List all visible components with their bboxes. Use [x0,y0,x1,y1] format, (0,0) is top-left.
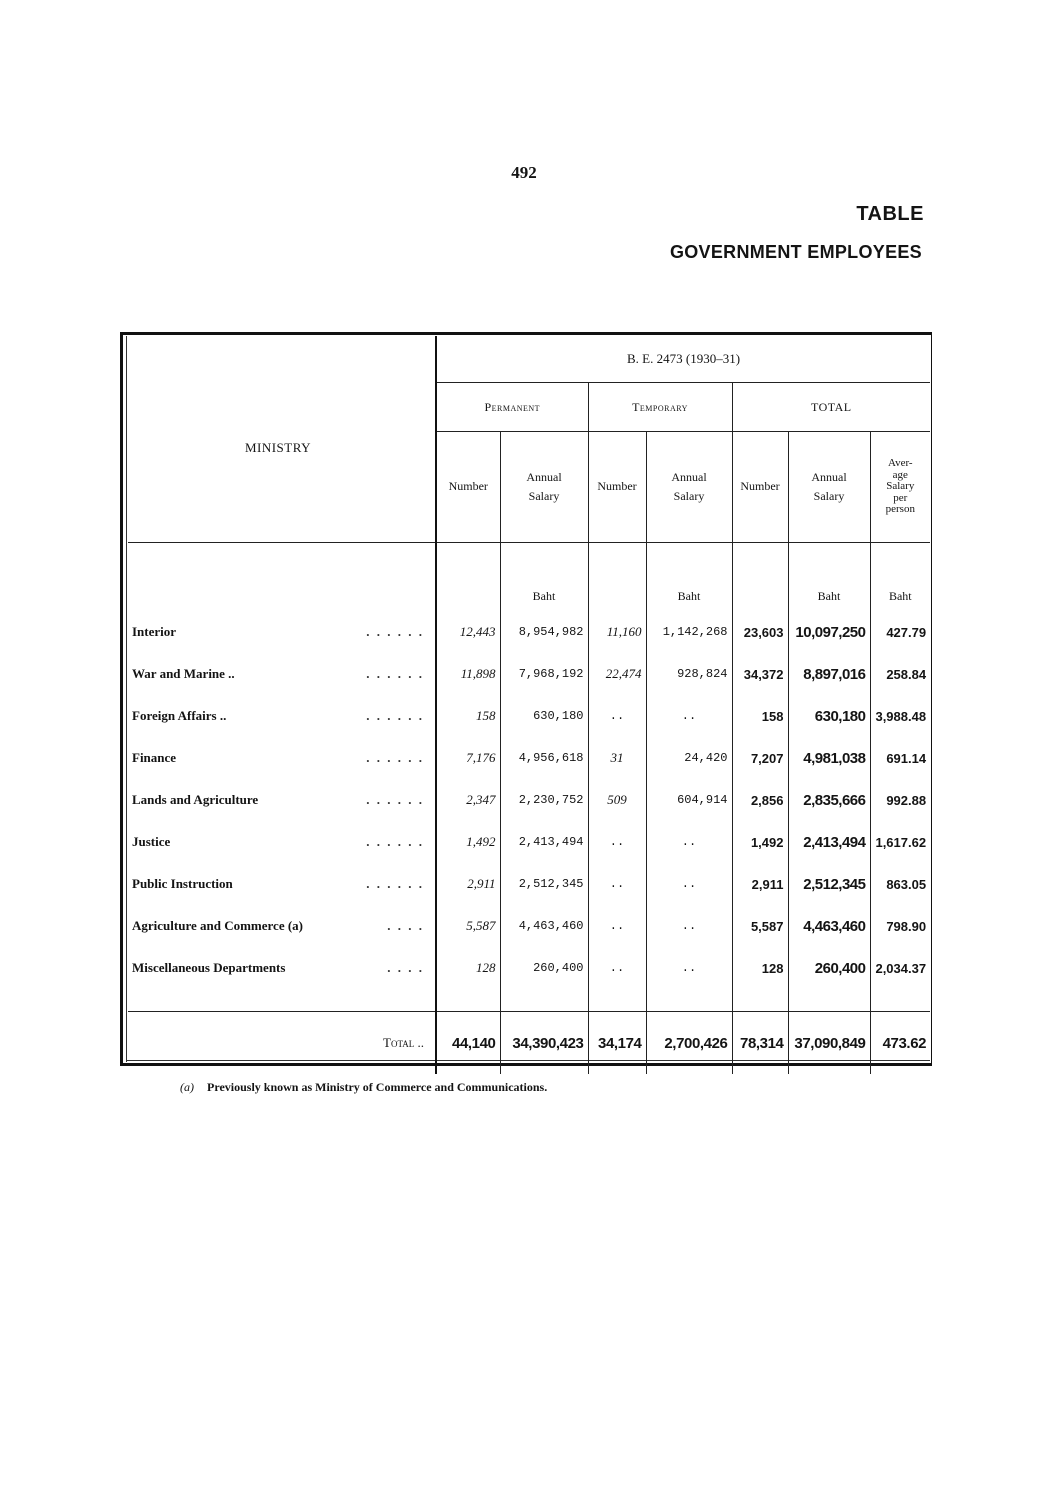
total-salary: 4,981,038 [788,737,870,779]
table-row: Lands and Agriculture . . . . . . 2,347 2,230,752 509 604,914 2,856 2,835,666 992.88 [128,779,930,821]
total-number: 2,911 [732,863,788,905]
table-row: Finance . . . . . . 7,176 4,956,618 31 24,420 7,207 4,981,038 691.14 [128,737,930,779]
temp-number: 22,474 [588,653,646,695]
table-label: TABLE [856,203,924,225]
temp-number: .. [588,947,646,989]
total-number: 1,492 [732,821,788,863]
total-number: 5,587 [732,905,788,947]
page-title: GOVERNMENT EMPLOYEES [669,242,922,262]
average-salary: 2,034.37 [870,947,930,989]
total-label: Total .. [383,1035,424,1050]
ministry-name: Finance [132,750,177,765]
temp-salary: 1,142,268 [646,611,732,653]
perm-salary: 8,954,982 [500,611,588,653]
temp-salary: 928,824 [646,653,732,695]
table-row: Justice . . . . . . 1,492 2,413,494 .. .. 1,492 2,413,494 1,617.62 [128,821,930,863]
perm-salary: 2,230,752 [500,779,588,821]
ministry-name: Interior [132,624,177,639]
average-salary: 992.88 [870,779,930,821]
ministry-name: Justice [132,834,171,849]
ministry-header: MINISTRY [128,336,428,543]
temp-salary: 604,914 [646,779,732,821]
average-salary: 798.90 [870,905,930,947]
average-salary: 1,617.62 [870,821,930,863]
period-header: B. E. 2473 (1930–31) [436,336,930,383]
perm-number: 12,443 [436,611,500,653]
temp-number: 11,160 [588,611,646,653]
employees-table [128,336,930,1074]
ministry-name: Miscellaneous Departments [132,960,286,975]
temp-number: .. [588,821,646,863]
total-number-header: Number [732,432,788,543]
perm-salary: 630,180 [500,695,588,737]
temp-salary-unit: Baht [646,581,732,611]
total-salary: 2,835,666 [788,779,870,821]
total-salary: 8,897,016 [788,653,870,695]
perm-salary: 2,413,494 [500,821,588,863]
ministry-name: Agriculture and Commerce (a) [132,918,304,933]
footnote-text: Previously known as Ministry of Commerce and Communications. [207,1080,548,1094]
total-salary-header: Annual Salary [788,432,870,543]
unit-row [128,581,930,611]
total-salary: 4,463,460 [788,905,870,947]
perm-number-header: Number [436,432,500,543]
total-number: 34,372 [732,653,788,695]
total-temp-salary: 2,700,426 [646,1012,732,1075]
temp-salary: 24,420 [646,737,732,779]
total-number: 23,603 [732,611,788,653]
total-number: 2,856 [732,779,788,821]
total-temp-number: 34,174 [588,1012,646,1075]
perm-salary: 7,968,192 [500,653,588,695]
table-row: Interior . . . . . . 12,443 8,954,982 11,160 1,142,268 23,603 10,097,250 427.79 [128,611,930,653]
perm-number: 11,898 [436,653,500,695]
perm-number: 5,587 [436,905,500,947]
average-salary: 427.79 [870,611,930,653]
temp-salary: .. [646,863,732,905]
temp-salary-header: Annual Salary [646,432,732,543]
ministry-name: War and Marine .. [132,666,235,681]
average-salary: 3,988.48 [870,695,930,737]
temp-salary: .. [646,695,732,737]
total-perm-number: 44,140 [436,1012,500,1075]
temporary-group-header: Temporary [588,383,732,432]
average-salary: 258.84 [870,653,930,695]
average-unit: Baht [870,581,930,611]
grand-average-salary: 473.62 [870,1012,930,1075]
perm-number: 1,492 [436,821,500,863]
perm-salary-unit: Baht [500,581,588,611]
footnote [180,1080,880,1095]
temp-number: .. [588,905,646,947]
total-salary: 630,180 [788,695,870,737]
temp-salary: .. [646,905,732,947]
perm-salary: 4,956,618 [500,737,588,779]
temp-number: .. [588,863,646,905]
perm-salary: 4,463,460 [500,905,588,947]
table-frame-inner-rule [126,336,127,1062]
average-salary-header: Aver- age Salary per person [870,432,930,543]
total-salary-unit: Baht [788,581,870,611]
table-row: Agriculture and Commerce (a) . . . . 5,587 4,463,460 .. .. 5,587 4,463,460 798.90 [128,905,930,947]
table-row: Public Instruction . . . . . . 2,911 2,512,345 .. .. 2,911 2,512,345 863.05 [128,863,930,905]
perm-number: 7,176 [436,737,500,779]
table-row: Foreign Affairs .. . . . . . . 158 630,180 .. .. 158 630,180 3,988.48 [128,695,930,737]
ministry-name: Foreign Affairs .. [132,708,227,723]
perm-number: 2,911 [436,863,500,905]
grand-total-number: 78,314 [732,1012,788,1075]
perm-number: 2,347 [436,779,500,821]
grand-total-salary: 37,090,849 [788,1012,870,1075]
table-row: War and Marine .. . . . . . . 11,898 7,968,192 22,474 928,824 34,372 8,897,016 258.84 [128,653,930,695]
total-salary: 2,413,494 [788,821,870,863]
ministry-name: Lands and Agriculture [132,792,259,807]
temp-salary: .. [646,947,732,989]
perm-number: 128 [436,947,500,989]
total-number: 128 [732,947,788,989]
average-salary: 691.14 [870,737,930,779]
perm-salary: 260,400 [500,947,588,989]
perm-salary-header: Annual Salary [500,432,588,543]
table-row: Miscellaneous Departments . . . . 128 260,400 .. .. 128 260,400 2,034.37 [128,947,930,989]
total-salary: 10,097,250 [788,611,870,653]
permanent-group-header: Permanent [436,383,588,432]
ministry-name: Public Instruction [132,876,233,891]
perm-salary: 2,512,345 [500,863,588,905]
temp-number: 509 [588,779,646,821]
total-number: 7,207 [732,737,788,779]
total-salary: 260,400 [788,947,870,989]
total-group-header: TOTAL [732,383,930,432]
footnote-mark: (a) [180,1080,194,1094]
temp-number-header: Number [588,432,646,543]
temp-number: .. [588,695,646,737]
average-salary: 863.05 [870,863,930,905]
total-salary: 2,512,345 [788,863,870,905]
perm-number: 158 [436,695,500,737]
total-number: 158 [732,695,788,737]
total-row [128,1012,930,1075]
temp-salary: .. [646,821,732,863]
temp-number: 31 [588,737,646,779]
page-number: 492 [511,163,537,182]
total-perm-salary: 34,390,423 [500,1012,588,1075]
